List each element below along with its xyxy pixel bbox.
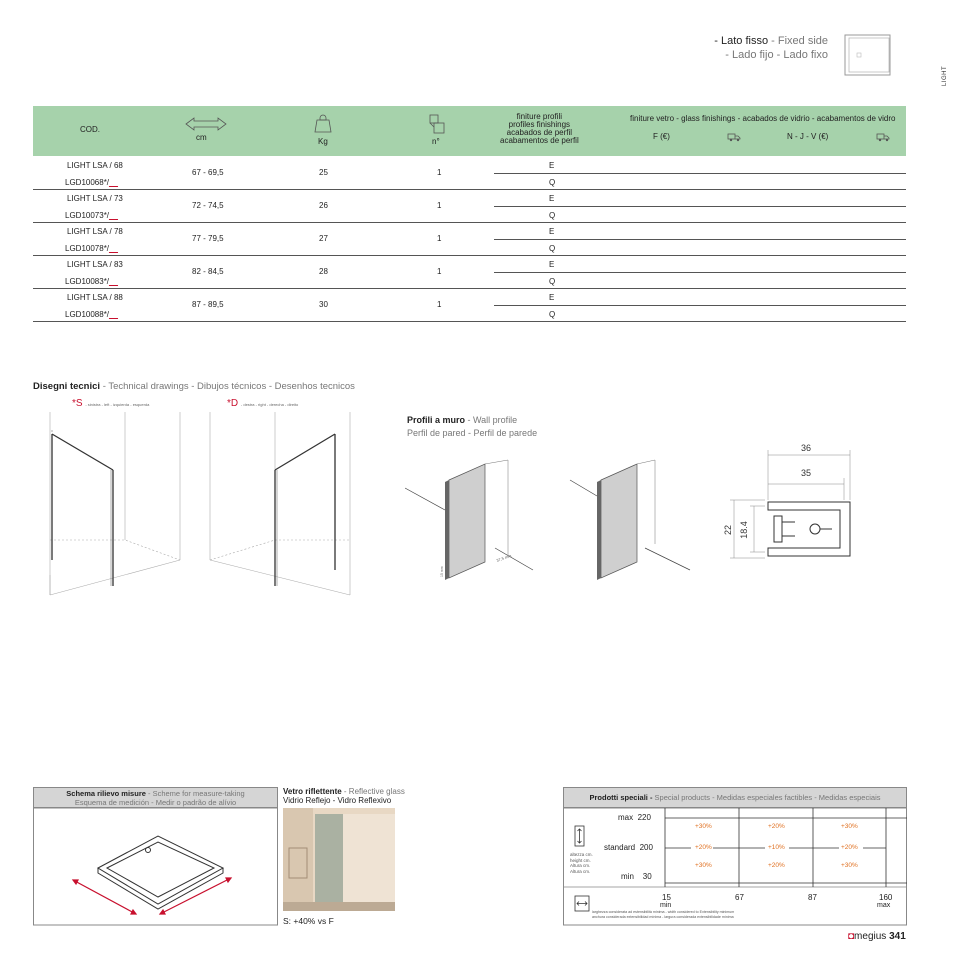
row-n: 1	[437, 234, 442, 243]
glass-title	[283, 787, 405, 805]
pct-r2-c3: +20%	[841, 844, 858, 851]
row-fin-e: E	[549, 194, 555, 203]
col-kg: Kg	[318, 137, 328, 146]
row-name: LIGHT LSA / 68	[67, 161, 123, 170]
brand-name: megius	[854, 931, 887, 942]
row-fin-q: Q	[549, 277, 556, 286]
row-kg: 27	[319, 234, 328, 243]
profile-section-drawing	[720, 440, 870, 590]
fin-profili-it: finiture profili	[516, 112, 563, 121]
row-mid-line	[494, 272, 906, 273]
s-desc: - sinistra - left - izquierda - esquerda	[85, 402, 150, 407]
row-bottom-line	[33, 288, 906, 289]
fixed-side-icon	[843, 33, 893, 78]
min-label: min	[621, 872, 634, 881]
glass-title-rest: - Reflective glass	[341, 787, 405, 796]
code-suffix: __	[109, 211, 118, 220]
col-price-njv: N - J - V (€)	[787, 132, 829, 141]
drawing-right-version	[205, 410, 365, 605]
x-max: max	[877, 902, 891, 909]
row-mid-line	[494, 305, 906, 306]
row-kg: 28	[319, 267, 328, 276]
scheme-drawing	[33, 808, 278, 926]
header-es: - Lado fijo	[725, 49, 774, 61]
package-icon	[428, 113, 446, 135]
wall-profile-title	[407, 415, 517, 425]
height-labels	[570, 852, 593, 874]
truck-icon-2	[876, 132, 890, 142]
row-code: LGD10088*/__	[65, 310, 118, 319]
drawings-title-bold: Disegni tecnici	[33, 381, 101, 392]
glass-line2: Vidrio Reflejo - Vidro Reflexivo	[283, 796, 392, 805]
footer-logo	[848, 931, 906, 942]
left-label	[72, 398, 149, 409]
row-fin-q: Q	[549, 178, 556, 187]
height-lbl-en: height cm.	[570, 857, 591, 863]
wall-bold: Profili a muro	[407, 415, 466, 425]
row-n: 1	[437, 267, 442, 276]
row-fin-q: Q	[549, 244, 556, 253]
row-mid-line	[494, 239, 906, 240]
right-label	[227, 398, 298, 409]
header-line-1	[714, 35, 828, 47]
code-suffix: __	[109, 244, 118, 253]
min-label-group	[621, 872, 652, 881]
row-bottom-line	[33, 255, 906, 256]
row-kg: 26	[319, 201, 328, 210]
drawings-title-rest: - Technical drawings - Dibujos técnicos - Desenhos tecnicos	[100, 381, 355, 392]
scheme-title-bold: Schema rilievo misure	[66, 789, 146, 798]
weight-icon	[313, 114, 333, 134]
pct-r3-c2: +20%	[768, 862, 785, 869]
row-size: 87 - 89,5	[192, 300, 224, 309]
width-note-2: anchura considerada extensibilidad mínima - largura considerada extensibilidade mínima	[592, 914, 734, 919]
x-val-67: 67	[735, 893, 744, 902]
std-label-group	[604, 843, 653, 852]
special-header	[563, 787, 907, 808]
row-code: LGD10078*/__	[65, 244, 118, 253]
scheme-title-rest: - Scheme for measure-taking	[145, 789, 245, 798]
x-min: min	[660, 902, 672, 909]
row-bottom-line	[33, 222, 906, 223]
col-price-f: F (€)	[653, 132, 670, 141]
std-label: standard	[604, 843, 636, 852]
wall-profile-line2: Perfil de pared - Perfil de parede	[407, 428, 538, 438]
glass-title-bold: Vetro riflettente	[283, 787, 342, 796]
pct-r3-c1: +30%	[695, 862, 712, 869]
pct-r2-c1: +20%	[695, 844, 712, 851]
row-n: 1	[437, 201, 442, 210]
dim-35: 35	[800, 468, 812, 478]
row-bottom-line	[33, 189, 906, 190]
row-kg: 25	[319, 168, 328, 177]
code-suffix: __	[109, 310, 118, 319]
max-val: 220	[637, 813, 651, 822]
height-lbl-it: altezza cm.	[570, 852, 593, 857]
row-code: LGD10083*/__	[65, 277, 118, 286]
drawings-title	[33, 381, 355, 392]
x-val-87: 87	[808, 893, 817, 902]
d-desc: - destra - right - derecha - direito	[240, 402, 299, 407]
dim-375-text: 37,5 mm	[495, 552, 512, 563]
col-n: n°	[432, 137, 440, 146]
row-fin-q: Q	[549, 211, 556, 220]
header-pt: - Lado fixo	[776, 49, 828, 61]
row-mid-line	[494, 173, 906, 174]
header-en: - Fixed side	[771, 35, 828, 47]
col-cm: cm	[196, 133, 207, 142]
fin-profili-es: acabados de perfil	[506, 128, 573, 137]
row-size: 72 - 74,5	[192, 201, 224, 210]
reflective-glass-photo	[283, 808, 395, 911]
row-name: LIGHT LSA / 78	[67, 227, 123, 236]
row-code: LGD10073*/__	[65, 211, 118, 220]
pct-r2-c2: +10%	[768, 844, 785, 851]
row-fin-e: E	[549, 161, 555, 170]
min-val: 30	[642, 872, 652, 881]
row-code: LGD10068*/__	[65, 178, 118, 187]
header-line-2	[725, 49, 828, 61]
dim-18-4: 18.4	[739, 521, 749, 539]
height-lbl-es: Altura cm.	[570, 863, 591, 868]
row-fin-e: E	[549, 227, 555, 236]
row-kg: 30	[319, 300, 328, 309]
brand-mark-icon: ◘	[848, 931, 855, 942]
fin-profili-pt: acabamentos de perfil	[500, 136, 579, 145]
height-lbl-pt: Altura cm.	[570, 868, 591, 874]
special-title-rest: Special products - Medidas especiales factibles - Medidas especiais	[652, 793, 881, 802]
row-fin-e: E	[549, 293, 555, 302]
row-size: 77 - 79,5	[192, 234, 224, 243]
pct-r1-c3: +30%	[841, 823, 858, 830]
width-arrows-icon	[184, 116, 228, 132]
row-n: 1	[437, 168, 442, 177]
width-note-1: larghezza considerata ad estensibilità minima - width considered to Extensibility minimum	[592, 910, 735, 914]
wall-profile-3d-2	[565, 452, 695, 582]
row-name: LIGHT LSA / 83	[67, 260, 123, 269]
side-tag: LIGHT	[942, 65, 948, 86]
s-label: *S	[72, 398, 83, 409]
row-name: LIGHT LSA / 88	[67, 293, 123, 302]
glass-note: S: +40% vs F	[283, 916, 334, 926]
fin-profili-en: profiles finishings	[508, 120, 571, 129]
col-fin-profili	[500, 113, 579, 145]
dim-15mm-text: 15 mm	[440, 566, 444, 577]
page-number: 341	[889, 931, 906, 942]
row-bottom-line	[33, 321, 906, 322]
row-fin-q: Q	[549, 310, 556, 319]
row-mid-line	[494, 206, 906, 207]
wall-profile-3d-1	[405, 452, 535, 582]
scheme-header	[33, 787, 278, 808]
d-label: *D	[227, 398, 239, 409]
dim-22: 22	[723, 524, 733, 536]
special-title-bold: Prodotti speciali -	[589, 793, 653, 802]
pct-r3-c3: +30%	[841, 862, 858, 869]
pct-r1-c1: +30%	[695, 823, 712, 830]
std-val: 200	[639, 843, 653, 852]
col-fin-vetro: finiture vetro - glass finishings - acabados de vidrio - acabamentos de vidro	[630, 114, 896, 123]
max-label-group	[618, 813, 651, 822]
width-notes	[592, 910, 734, 919]
row-name: LIGHT LSA / 73	[67, 194, 123, 203]
drawing-left-version	[35, 410, 195, 605]
col-cod: COD.	[80, 125, 100, 134]
row-n: 1	[437, 300, 442, 309]
x-val-15: 15	[662, 893, 671, 902]
scheme-line2: Esquema de medición - Medir o padrão de alívio	[74, 798, 237, 807]
dim-36: 36	[800, 443, 812, 453]
wall-rest: - Wall profile	[465, 415, 518, 425]
truck-icon	[727, 132, 741, 142]
row-size: 67 - 69,5	[192, 168, 224, 177]
max-label: max	[618, 813, 634, 822]
row-fin-e: E	[549, 260, 555, 269]
row-size: 82 - 84,5	[192, 267, 224, 276]
code-suffix: __	[109, 277, 118, 286]
pct-r1-c2: +20%	[768, 823, 785, 830]
code-suffix: __	[109, 178, 118, 187]
header-it: - Lato fisso	[714, 35, 769, 47]
x-val-160: 160	[879, 893, 893, 902]
